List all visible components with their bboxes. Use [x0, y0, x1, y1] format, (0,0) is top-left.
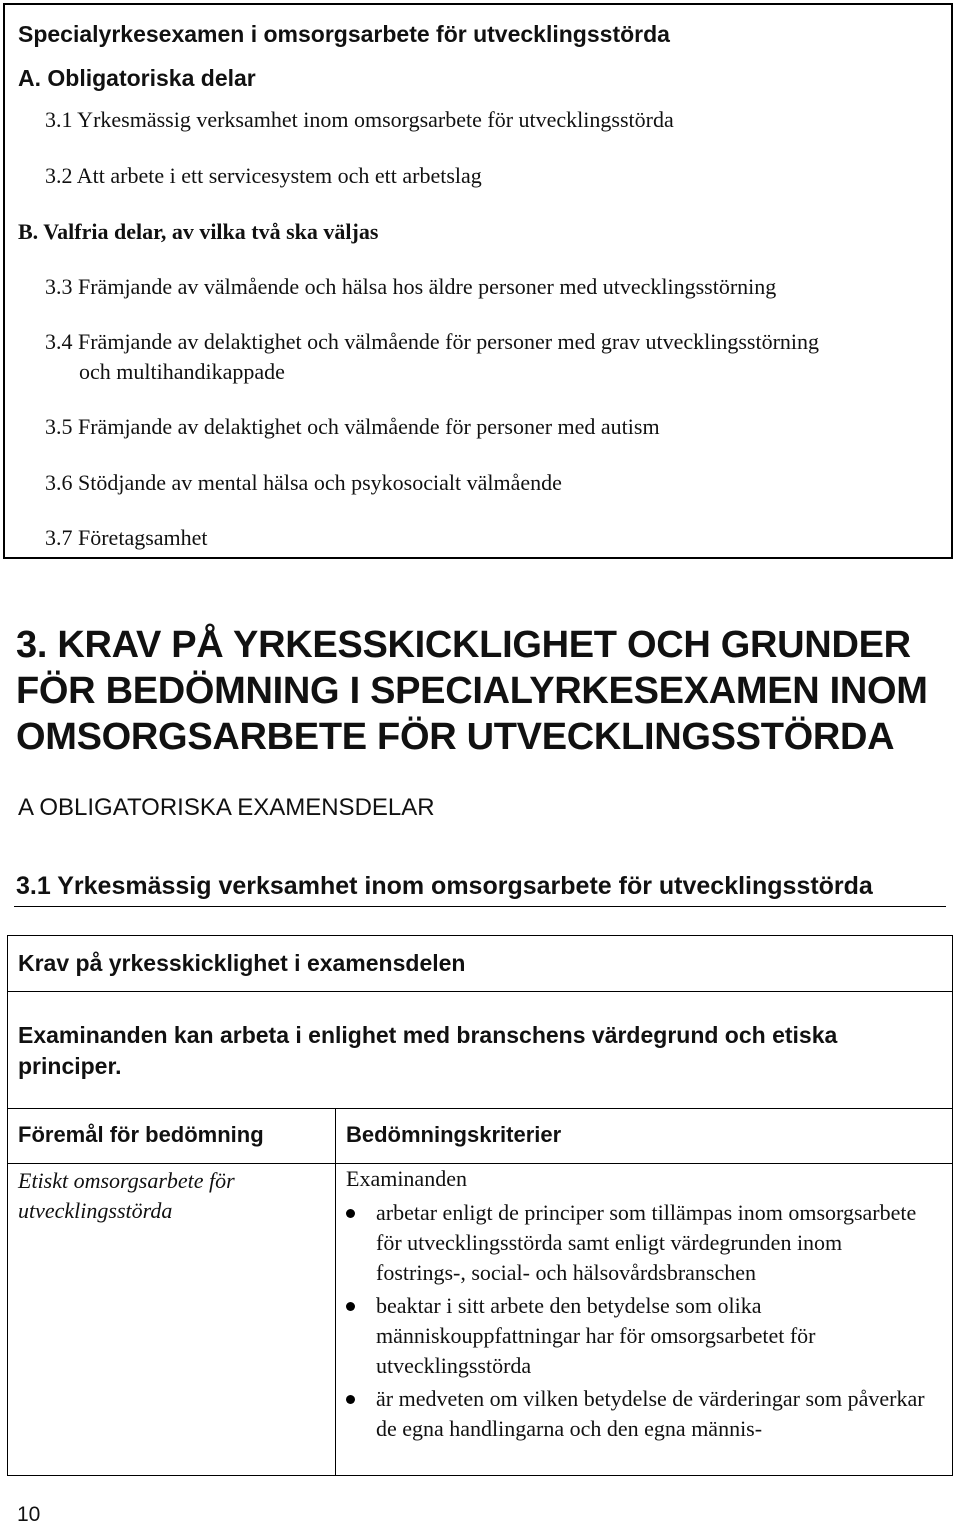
summary-item-continuation: och multihandikappade [79, 359, 285, 384]
table-divider [335, 1163, 952, 1164]
bullet-icon [346, 1302, 355, 1311]
part-b-heading: B. Valfria delar, av vilka två ska väljas [18, 219, 379, 244]
column-header-criteria: Bedömningskriterier [346, 1122, 562, 1147]
krav-title: Krav på yrkesskicklighet i examensdelen [18, 950, 466, 976]
criteria-lead: Examinanden [346, 1166, 467, 1191]
table-divider [8, 991, 952, 992]
criteria-item-text: beaktar i sitt arbete den betydelse som olika människouppfattningar har för omsorgsarbetet för utvecklingsstörda [376, 1293, 816, 1378]
part-heading: 3.1 Yrkesmässig verksamhet inom omsorgsarbete för utvecklingsstörda [16, 872, 873, 900]
summary-title: Specialyrkesexamen i omsorgsarbete för utvecklingsstörda [18, 21, 670, 47]
criteria-item [346, 1384, 936, 1444]
summary-item: 3.1 Yrkesmässig verksamhet inom omsorgsarbete för utvecklingsstörda [45, 107, 674, 132]
assessment-object: Etiskt omsorgsarbete för utvecklingsstörda [18, 1168, 235, 1223]
summary-item: 3.6 Stödjande av mental hälsa och psykosocialt välmående [45, 470, 562, 495]
criteria-item [346, 1291, 936, 1381]
criteria-item [346, 1198, 936, 1288]
section-subheading: A OBLIGATORISKA EXAMENSDELAR [18, 794, 435, 821]
bullet-icon [346, 1209, 355, 1218]
summary-item: 3.4 Främjande av delaktighet och välmående för personer med grav utvecklingsstörning [45, 329, 820, 354]
heading-underline [14, 906, 946, 907]
summary-box [3, 3, 953, 559]
table-divider [8, 1163, 335, 1164]
criteria-item-text: arbetar enligt de principer som tillämpas inom omsorgsarbete för utvecklingsstörda samt enligt värdegrunden inom fostrings-, social- och hälsovårdsbranschen [376, 1200, 917, 1285]
criteria-item-text: är medveten om vilken betydelse de värderingar som påverkar de egna handlingarna och den egna männis- [376, 1386, 925, 1441]
section-heading: 3. KRAV PÅ YRKESSKICKLIGHET OCH GRUNDER FÖR BEDÖMNING I SPECIALYRKESEXAMEN INOM OMSORGSARBETE FÖR UTVECKLINGSSTÖRDA [16, 624, 928, 758]
part-a-heading: A. Obligatoriska delar [18, 65, 256, 91]
summary-item: 3.2 Att arbete i ett servicesystem och ett arbetslag [45, 163, 482, 188]
table-divider [8, 1108, 952, 1109]
criteria-list [346, 1198, 936, 1447]
page-number: 10 [17, 1503, 41, 1526]
krav-text: Examinanden kan arbeta i enlighet med branschens värdegrund och etiska principer. [18, 1022, 838, 1079]
summary-item: 3.7 Företagsamhet [45, 525, 208, 550]
bullet-icon [346, 1395, 355, 1404]
requirements-table [7, 935, 953, 1476]
summary-item: 3.5 Främjande av delaktighet och välmående för personer med autism [45, 414, 660, 439]
column-header-object: Föremål för bedömning [18, 1122, 264, 1147]
summary-item: 3.3 Främjande av välmående och hälsa hos äldre personer med utvecklingsstörning [45, 274, 777, 299]
